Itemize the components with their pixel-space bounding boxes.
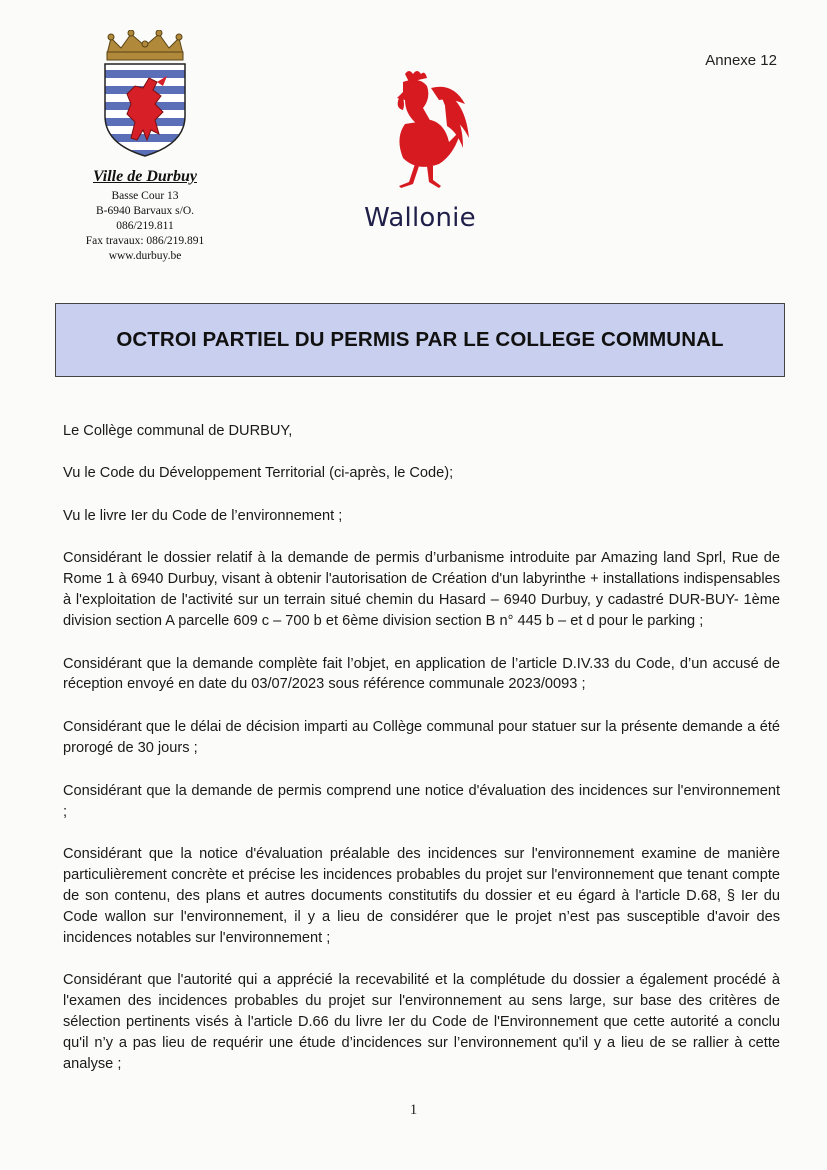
wallonie-logo	[355, 68, 485, 233]
salutation-paragraph: Le Collège communal de DURBUY,	[63, 423, 293, 439]
document-body	[63, 421, 780, 1096]
municipality-name: Ville de Durbuy	[92, 168, 197, 185]
annex-label: Annexe 12	[705, 52, 777, 69]
considerant-paragraph: Considérant que la notice d'évaluation préalable des incidences sur l'environnement examine de manière particulièrement concrète et précise les incidences probables du projet sur l'environnement que tenant compte de son contenu, des plans et autres documents constitutifs du dossier et eu égard à l'article D.68, § Ier du Code wallon sur l'environnement, il y a lieu de considérer que le projet n’est pas susceptible d'avoir des incidences notables sur l'environnement ;	[63, 846, 780, 946]
website-line: www.durbuy.be	[108, 250, 182, 262]
considerant-paragraph: Considérant que la demande de permis comprend une notice d'évaluation des incidences sur l'environnement ;	[63, 782, 780, 820]
document-title-box	[55, 303, 785, 377]
page-number: 1	[409, 1102, 418, 1118]
legal-reference-paragraph: Vu le livre Ier du Code de l’environnement ;	[63, 507, 343, 524]
address-line: B-6940 Barvaux s/O.	[95, 205, 195, 217]
walloon-rooster-icon	[365, 68, 475, 192]
region-name: Wallonie	[364, 203, 476, 233]
document-title: OCTROI PARTIEL DU PERMIS PAR LE COLLEGE COMMUNAL	[116, 328, 724, 351]
considerant-paragraph: Considérant que l'autorité qui a apprécié la recevabilité et la complétude du dossier a également procédé à l'examen des incidences probables du projet sur l'environnement au sens large, sur base des critères de sélection pertinents visés à l'article D.66 du livre Ier du Code de l'Environnement que cette autorité a conclu qu'il n’y a pas lieu de requérir une étude d’incidences sur l’environnement qu'il y a lieu de se rallier à cette analyse ;	[63, 972, 780, 1072]
phone-line: 086/219.811	[116, 220, 174, 232]
durbuy-coat-of-arms-icon	[97, 30, 193, 160]
considerant-paragraph: Considérant le dossier relatif à la demande de permis d’urbanisme introduite par Amazing land Sprl, Rue de Rome 1 à 6940 Durbuy, visant à obtenir l'autorisation de Création d'un labyrinthe + installations indispensables à l'exploitation de l'activité sur un terrain situé chemin du Hasard – 6940 Durbuy, y cadastré DUR-BUY- 1ème division section A parcelle 609 c – 700 b et 6ème division section B n° 445 b – et d pour le parking ;	[63, 550, 780, 629]
municipality-address	[60, 189, 230, 264]
considerant-paragraph: Considérant que le délai de décision imparti au Collège communal pour statuer sur la présente demande a été prorogé de 30 jours ;	[63, 719, 780, 756]
fax-line: Fax travaux: 086/219.891	[85, 235, 205, 247]
municipality-header	[60, 30, 230, 264]
address-line: Basse Cour 13	[111, 190, 179, 202]
legal-reference-paragraph: Vu le Code du Développement Territorial (ci-après, le Code);	[63, 464, 454, 481]
considerant-paragraph: Considérant que la demande complète fait l’objet, en application de l’article D.IV.33 du Code, d’un accusé de réception envoyé en date du 03/07/2023 sous référence communale 2023/0093 ;	[63, 655, 780, 693]
